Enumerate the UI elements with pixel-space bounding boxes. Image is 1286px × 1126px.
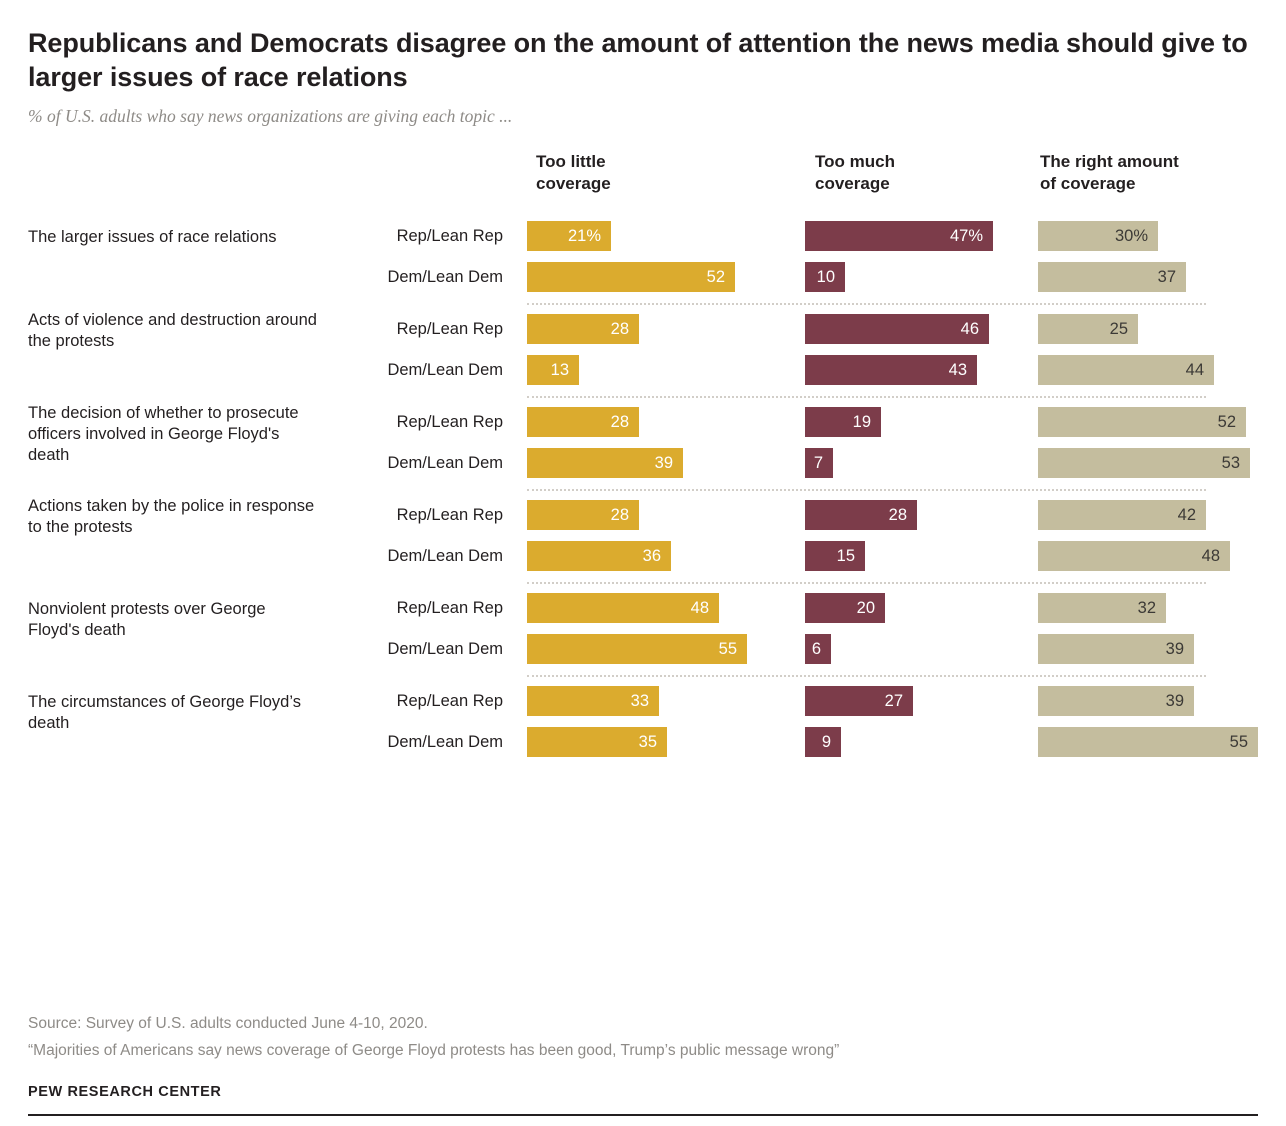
bar-value-label: 25	[1109, 320, 1128, 339]
bar-value-label: 27	[884, 692, 903, 711]
bar-value-label: 28	[610, 413, 629, 432]
chart-body	[28, 215, 1258, 773]
topic-label: Acts of violence and destruction around the protests	[28, 311, 317, 350]
column-header-too-much: Too much coverage	[815, 152, 895, 193]
bar-wrapper	[1038, 407, 1246, 437]
bar-wrapper	[527, 355, 579, 385]
bar-too-little	[527, 262, 735, 292]
party-label: Rep/Lean Rep	[396, 227, 503, 246]
party-label: Dem/Lean Dem	[387, 733, 503, 752]
bar-value-label: 10	[816, 268, 835, 287]
bar-value-label: 48	[690, 599, 709, 618]
bar-value-label: 44	[1185, 361, 1204, 380]
bar-right-amount	[1038, 593, 1166, 623]
chart-row	[28, 407, 1258, 437]
bar-wrapper	[805, 686, 913, 716]
group-divider	[527, 675, 1206, 677]
bar-right-amount	[1038, 686, 1194, 716]
chart-subtitle: % of U.S. adults who say news organizations are giving each topic ...	[28, 106, 513, 127]
bar-wrapper	[527, 634, 747, 664]
bar-right-amount	[1038, 448, 1250, 478]
report-title-text: “Majorities of Americans say news coverage of George Floyd protests has been good, Trump’s public message wrong”	[28, 1041, 840, 1059]
bar-value-label: 9	[821, 733, 831, 752]
bar-right-amount	[1038, 634, 1194, 664]
chart-group	[28, 308, 1258, 401]
bar-value-label: 20	[856, 599, 875, 618]
chart-group	[28, 401, 1258, 494]
bar-too-little	[527, 500, 639, 530]
chart-group	[28, 587, 1258, 680]
bar-too-much	[805, 262, 845, 292]
bar-wrapper	[1038, 727, 1258, 757]
bar-wrapper	[805, 221, 993, 251]
bar-wrapper	[527, 262, 735, 292]
source-text: Source: Survey of U.S. adults conducted June 4-10, 2020.	[28, 1014, 428, 1032]
bar-value-label: 13	[550, 361, 569, 380]
bar-too-much	[805, 355, 977, 385]
bar-right-amount	[1038, 262, 1186, 292]
bar-wrapper	[805, 448, 833, 478]
chart-row	[28, 686, 1258, 716]
bar-too-much	[805, 541, 865, 571]
bar-value-label: 21%	[567, 227, 601, 246]
bar-value-label: 36	[642, 547, 661, 566]
bar-value-label: 35	[638, 733, 657, 752]
bar-wrapper	[1038, 314, 1138, 344]
chart-group	[28, 215, 1258, 308]
bar-value-label: 7	[813, 454, 823, 473]
bar-value-label: 15	[836, 547, 855, 566]
party-label: Rep/Lean Rep	[396, 413, 503, 432]
bar-wrapper	[1038, 500, 1206, 530]
column-header-too-little: Too little coverage	[536, 152, 611, 193]
chart-row	[28, 314, 1258, 344]
bar-value-label: 43	[948, 361, 967, 380]
page-title: Republicans and Democrats disagree on the amount of attention the news media should give to larger issues of race relations	[28, 28, 1248, 93]
topic-label: Actions taken by the police in response to the protests	[28, 497, 315, 536]
bar-wrapper	[1038, 593, 1166, 623]
bar-wrapper	[805, 541, 865, 571]
bar-wrapper	[1038, 634, 1194, 664]
chart-group-rows	[28, 308, 1258, 401]
bar-value-label: 19	[852, 413, 871, 432]
chart-row	[28, 500, 1258, 530]
bar-value-label: 39	[654, 454, 673, 473]
chart-group-rows	[28, 587, 1258, 680]
bar-value-label: 48	[1201, 547, 1220, 566]
bar-wrapper	[527, 593, 719, 623]
bar-too-much	[805, 221, 993, 251]
bar-wrapper	[527, 314, 639, 344]
bar-too-little	[527, 448, 683, 478]
bar-value-label: 55	[718, 640, 737, 659]
chart-row	[28, 593, 1258, 623]
chart-row	[28, 541, 1258, 571]
bar-value-label: 53	[1221, 454, 1240, 473]
bar-too-little	[527, 221, 611, 251]
topic-label: The larger issues of race relations	[28, 228, 277, 247]
bar-wrapper	[527, 407, 639, 437]
party-label: Rep/Lean Rep	[396, 320, 503, 339]
chart-row	[28, 727, 1258, 757]
bar-too-much	[805, 727, 841, 757]
party-label: Rep/Lean Rep	[396, 506, 503, 525]
bar-value-label: 39	[1165, 640, 1184, 659]
bar-wrapper	[805, 407, 881, 437]
bar-wrapper	[805, 593, 885, 623]
bar-wrapper	[1038, 221, 1158, 251]
bar-too-much	[805, 314, 989, 344]
bar-wrapper	[1038, 355, 1214, 385]
party-label: Rep/Lean Rep	[396, 599, 503, 618]
chart-group-rows	[28, 680, 1258, 773]
bar-too-much	[805, 407, 881, 437]
bar-wrapper	[805, 500, 917, 530]
bar-right-amount	[1038, 500, 1206, 530]
column-headers	[28, 151, 1258, 213]
bar-too-little	[527, 355, 579, 385]
bar-wrapper	[1038, 541, 1230, 571]
column-header-right-amount: The right amount of coverage	[1040, 152, 1179, 193]
chart-row	[28, 634, 1258, 664]
party-label: Dem/Lean Dem	[387, 268, 503, 287]
chart-group	[28, 494, 1258, 587]
group-divider	[527, 396, 1206, 398]
bar-too-little	[527, 541, 671, 571]
topic-label: The decision of whether to prosecute officers involved in George Floyd's death	[28, 404, 299, 464]
bar-wrapper	[527, 727, 667, 757]
bar-wrapper	[527, 448, 683, 478]
bar-wrapper	[805, 727, 841, 757]
bar-too-much	[805, 686, 913, 716]
party-label: Dem/Lean Dem	[387, 640, 503, 659]
bar-value-label: 6	[811, 640, 821, 659]
bar-value-label: 46	[960, 320, 979, 339]
bar-value-label: 52	[706, 268, 725, 287]
chart-row	[28, 448, 1258, 478]
bar-right-amount	[1038, 541, 1230, 571]
chart-group	[28, 680, 1258, 773]
bar-too-much	[805, 448, 833, 478]
bar-value-label: 52	[1217, 413, 1236, 432]
group-divider	[527, 489, 1206, 491]
bar-wrapper	[527, 221, 611, 251]
bar-wrapper	[805, 355, 977, 385]
chart-row	[28, 221, 1258, 251]
bar-value-label: 30%	[1114, 227, 1148, 246]
bar-wrapper	[527, 541, 671, 571]
bar-value-label: 55	[1229, 733, 1248, 752]
bar-value-label: 39	[1165, 692, 1184, 711]
bar-value-label: 37	[1157, 268, 1176, 287]
topic-label: Nonviolent protests over George Floyd's death	[28, 600, 266, 639]
chart-footer	[28, 1012, 1258, 1126]
chart-group-rows	[28, 494, 1258, 587]
brand-label: PEW RESEARCH CENTER	[28, 1084, 222, 1100]
bar-too-little	[527, 727, 667, 757]
party-label: Dem/Lean Dem	[387, 361, 503, 380]
group-divider	[527, 303, 1206, 305]
chart-group-rows	[28, 215, 1258, 308]
bar-too-little	[527, 686, 659, 716]
bar-right-amount	[1038, 355, 1214, 385]
bar-value-label: 28	[610, 320, 629, 339]
bar-wrapper	[805, 634, 831, 664]
party-label: Dem/Lean Dem	[387, 454, 503, 473]
party-label: Dem/Lean Dem	[387, 547, 503, 566]
bar-value-label: 28	[888, 506, 907, 525]
chart-row	[28, 355, 1258, 385]
bar-too-much	[805, 593, 885, 623]
bar-too-little	[527, 314, 639, 344]
bar-value-label: 28	[610, 506, 629, 525]
bar-too-little	[527, 593, 719, 623]
bar-right-amount	[1038, 407, 1246, 437]
bar-wrapper	[1038, 262, 1186, 292]
bar-too-much	[805, 634, 831, 664]
bar-right-amount	[1038, 727, 1258, 757]
bar-value-label: 47%	[949, 227, 983, 246]
bar-right-amount	[1038, 221, 1158, 251]
topic-label: The circumstances of George Floyd’s death	[28, 693, 301, 732]
bar-wrapper	[527, 500, 639, 530]
bar-too-much	[805, 500, 917, 530]
group-divider	[527, 582, 1206, 584]
bar-too-little	[527, 634, 747, 664]
chart-group-rows	[28, 401, 1258, 494]
bar-value-label: 33	[630, 692, 649, 711]
bar-too-little	[527, 407, 639, 437]
bar-value-label: 32	[1137, 599, 1156, 618]
party-label: Rep/Lean Rep	[396, 692, 503, 711]
bar-wrapper	[1038, 448, 1250, 478]
bar-wrapper	[1038, 686, 1194, 716]
bar-wrapper	[805, 262, 845, 292]
chart-row	[28, 262, 1258, 292]
bar-right-amount	[1038, 314, 1138, 344]
bar-wrapper	[527, 686, 659, 716]
bar-wrapper	[805, 314, 989, 344]
bar-value-label: 42	[1177, 506, 1196, 525]
bottom-rule	[28, 1114, 1258, 1116]
